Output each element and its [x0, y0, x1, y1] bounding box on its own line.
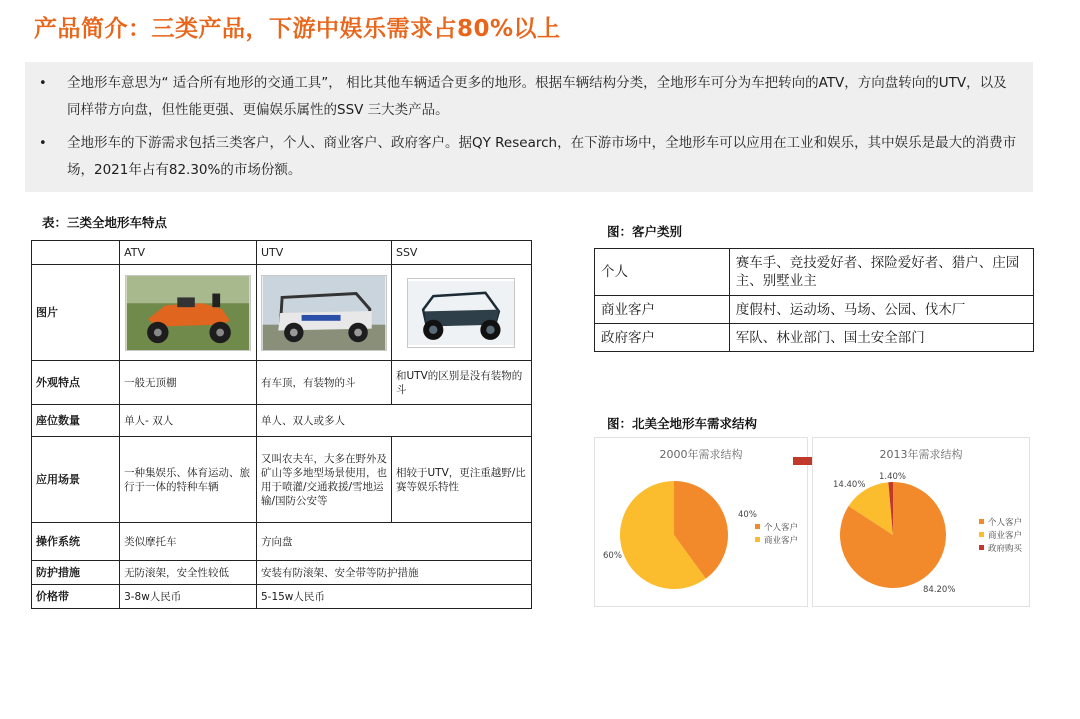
utv-photo-image [261, 275, 387, 351]
cell-control-atv: 类似摩托车 [120, 523, 257, 561]
pie-chart-2000 [594, 437, 808, 607]
customer-type-cell: 个人 [595, 249, 730, 296]
cell-appearance-ssv: 和UTV的区别是没有装物的斗 [391, 361, 531, 405]
slice-label: 14.40% [833, 480, 866, 490]
legend-swatch [979, 519, 984, 524]
legend-item [755, 520, 798, 533]
slice-label: 40% [738, 510, 757, 520]
cell-scenario-ssv: 相较于UTV，更注重越野/比赛等娱乐特性 [391, 437, 531, 523]
slice-label: 60% [603, 551, 622, 561]
chart-legend [979, 515, 1022, 554]
slice-label: 84.20% [923, 585, 956, 595]
intro-paragraph-2 [39, 130, 1019, 184]
cell-appearance-atv: 一般无顶棚 [120, 361, 257, 405]
cell-scenario-atv: 一种集娱乐、体育运动、旅行于一体的特种车辆 [120, 437, 257, 523]
chart-title: 2013年需求结构 [879, 448, 963, 461]
row-header-appearance: 外观特点 [32, 361, 120, 405]
legend-label: 商业客户 [764, 535, 799, 546]
legend-swatch [979, 545, 984, 550]
row-header-scenario: 应用场景 [32, 437, 120, 523]
page-title: 产品简介：三类产品，下游中娱乐需求占80%以上 [34, 16, 561, 42]
pie-chart-2013 [812, 437, 1030, 607]
cell-appearance-utv: 有车顶，有装物的斗 [256, 361, 391, 405]
table-corner-cell [32, 241, 120, 265]
row-header-image: 图片 [32, 265, 120, 361]
cell-scenario-utv: 又叫农夫车，大多在野外及矿山等多地型场景使用，也用于喷灌/交通救援/雪地运输/国防公安等 [256, 437, 391, 523]
intro-text-2: 全地形车的下游需求包括三类客户，个人、商业客户、政府客户。据QY Research，在下游市场中，全地形车可以应用在工业和娱乐，其中娱乐是最大的消费市场，2021年占有82.30%的市场份额。 [67, 135, 1017, 178]
col-header-utv: UTV [256, 241, 391, 265]
vehicle-comparison-table [31, 240, 532, 609]
customer-type-cell: 商业客户 [595, 296, 730, 324]
col-header-atv: ATV [120, 241, 257, 265]
cell-protection-utv-ssv: 安装有防滚架、安全带等防护措施 [256, 561, 531, 585]
slice-label: 1.40% [879, 472, 907, 482]
legend-swatch [755, 537, 760, 542]
intro-paragraph-1 [39, 70, 1019, 124]
bullet-icon: • [39, 136, 47, 151]
customer-type-cell: 政府客户 [595, 324, 730, 352]
customer-desc-cell: 赛车手、竞技爱好者、探险爱好者、猎户、庄园主、别墅业主 [729, 249, 1033, 296]
cell-seats-atv: 单人- 双人 [120, 405, 257, 437]
legend-item [755, 533, 798, 546]
col-header-ssv: SSV [391, 241, 531, 265]
legend-label: 商业客户 [988, 530, 1023, 541]
table2-caption: 图：客户类别 [607, 224, 683, 239]
table1-caption: 表：三类全地形车特点 [42, 215, 168, 230]
customer-desc-cell: 军队、林业部门、国土安全部门 [729, 324, 1033, 352]
legend-swatch [979, 532, 984, 537]
legend-label: 个人客户 [988, 517, 1023, 528]
utv-photo-cell [256, 265, 391, 361]
legend-swatch [755, 524, 760, 529]
customer-desc-cell: 度假村、运动场、马场、公园、伐木厂 [729, 296, 1033, 324]
legend-item [979, 541, 1022, 554]
cell-price-atv: 3-8w人民币 [120, 585, 257, 609]
row-header-price: 价格带 [32, 585, 120, 609]
charts-caption: 图：北美全地形车需求结构 [607, 416, 758, 431]
row-header-seats: 座位数量 [32, 405, 120, 437]
ssv-photo-cell [391, 265, 531, 361]
cell-seats-utv-ssv: 单人、双人或多人 [256, 405, 531, 437]
intro-box [25, 62, 1033, 192]
atv-photo-image [125, 275, 251, 351]
intro-text-1: 全地形车意思为“ 适合所有地形的交通工具”， 相比其他车辆适合更多的地形。根据车辆结构分类，全地形车可分为车把转向的ATV，方向盘转向的UTV，以及同样带方向盘，但性能更强、更偏娱乐属性的SSV 三大类产品。 [67, 75, 1007, 118]
legend-label: 个人客户 [764, 522, 799, 533]
chart-title: 2000年需求结构 [659, 448, 743, 461]
cell-protection-atv: 无防滚架，安全性较低 [120, 561, 257, 585]
row-header-protection: 防护措施 [32, 561, 120, 585]
legend-item [979, 528, 1022, 541]
bullet-icon: • [39, 76, 47, 91]
chart-legend [755, 520, 798, 546]
customer-type-table [594, 248, 1034, 352]
atv-photo-cell [120, 265, 257, 361]
cell-price-utv-ssv: 5-15w人民币 [256, 585, 531, 609]
ssv-photo-image [407, 278, 515, 348]
legend-item [979, 515, 1022, 528]
legend-label: 政府购买 [988, 543, 1023, 554]
row-header-control: 操作系统 [32, 523, 120, 561]
cell-control-utv-ssv: 方向盘 [256, 523, 531, 561]
